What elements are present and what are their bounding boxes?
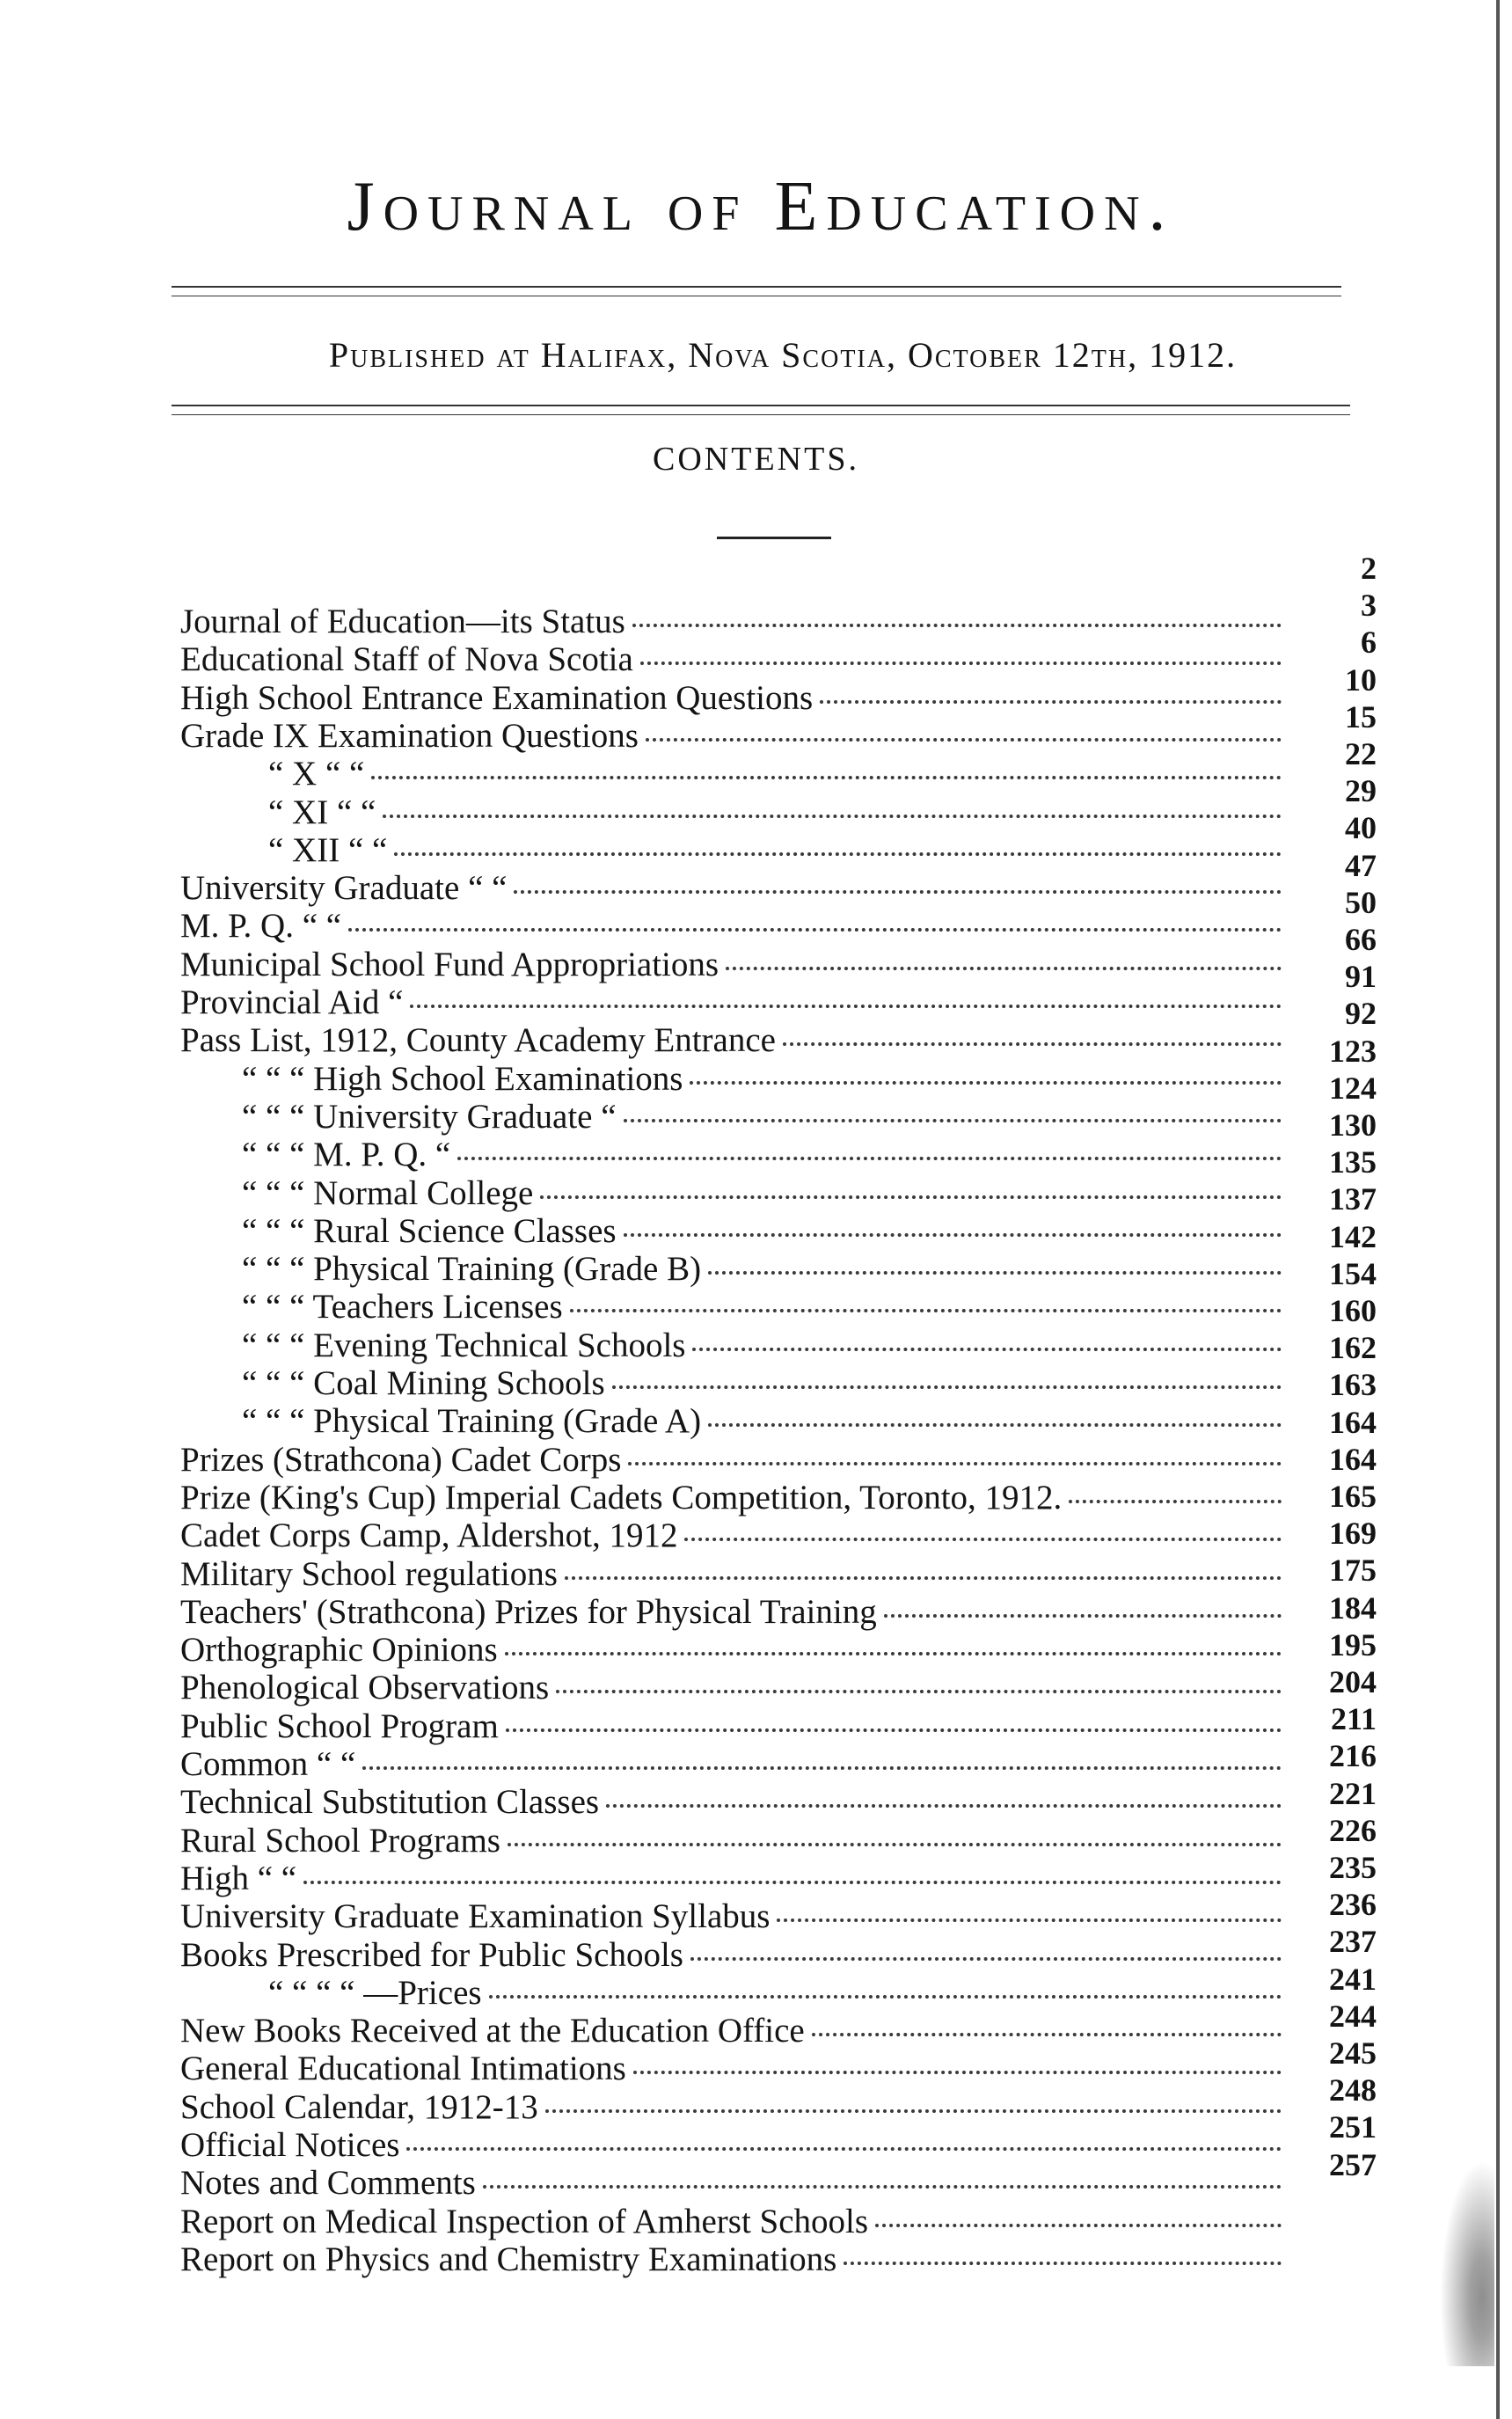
page-number: 6 xyxy=(1361,625,1377,661)
toc-entry xyxy=(180,1631,1289,1670)
toc-entry xyxy=(180,1364,1289,1403)
toc-entry-title: Report on Medical Inspection of Amherst Schools xyxy=(180,2202,869,2240)
toc-entry-title: “ “ “ M. P. Q. “ xyxy=(242,1136,451,1174)
toc-entry xyxy=(180,755,1289,793)
toc-entry xyxy=(180,1897,1289,1936)
publine-rule-bottom xyxy=(172,414,1350,415)
toc-entry-title: “ “ “ Normal College xyxy=(242,1173,534,1212)
toc-entry-title: Teachers' (Strathcona) Prizes for Physical Training xyxy=(180,1592,877,1631)
toc-entry xyxy=(180,2126,1289,2165)
toc-entry xyxy=(180,831,1289,870)
dot-leader xyxy=(884,1607,1282,1618)
dot-leader xyxy=(646,731,1282,742)
toc-entry xyxy=(180,869,1289,908)
page-number: 154 xyxy=(1329,1255,1377,1291)
journal-title: Journal of Education. xyxy=(347,168,1175,245)
page-number: 137 xyxy=(1329,1181,1377,1217)
toc-entry xyxy=(180,1402,1289,1441)
page-number: 237 xyxy=(1329,1924,1377,1960)
toc-entry-title: University Graduate Examination Syllabus xyxy=(180,1897,771,1936)
toc-entry-title: “ XI “ “ xyxy=(268,793,376,831)
toc-entry-title: Official Notices xyxy=(180,2126,400,2164)
dot-leader xyxy=(708,1264,1282,1275)
page-number: 91 xyxy=(1345,959,1377,995)
toc-entry-title: “ “ “ High School Examinations xyxy=(242,1059,683,1098)
toc-entry xyxy=(180,2240,1289,2279)
publication-line: Published at Halifax, Nova Scotia, October 12th, 1912. xyxy=(328,335,1238,375)
toc-entry xyxy=(180,640,1289,679)
toc-entry xyxy=(180,2050,1289,2088)
page-number: 2 xyxy=(1361,551,1377,586)
toc-entry-title: Books Prescribed for Public Schools xyxy=(180,1935,683,1974)
dot-leader xyxy=(640,654,1282,665)
dot-leader xyxy=(632,617,1282,627)
toc-entry xyxy=(180,2164,1289,2203)
page-number: 92 xyxy=(1345,996,1377,1032)
toc-entry-title: “ “ “ “ —Prices xyxy=(268,1973,482,2012)
dot-leader xyxy=(783,1035,1282,1046)
toc-entry xyxy=(180,679,1289,718)
page-number: 3 xyxy=(1361,588,1377,624)
toc-entry-title: Pass List, 1912, County Academy Entrance xyxy=(180,1021,776,1060)
page-number: 236 xyxy=(1329,1887,1377,1923)
toc-entry xyxy=(180,1060,1289,1099)
toc-entry-title: Journal of Education—its Status xyxy=(180,603,625,640)
toc-entry xyxy=(180,1593,1289,1632)
toc-entry-title: New Books Received at the Education Office xyxy=(180,2012,805,2050)
heading-rule xyxy=(717,537,831,539)
page-number: 47 xyxy=(1345,847,1377,883)
page-number: 195 xyxy=(1329,1626,1377,1663)
toc-entry-title: Common “ “ xyxy=(180,1745,356,1783)
toc-entry xyxy=(180,983,1289,1022)
toc-entry-title: Prizes (Strathcona) Cadet Corps xyxy=(180,1440,622,1479)
page-number: 175 xyxy=(1329,1553,1377,1589)
page-number: 130 xyxy=(1329,1107,1377,1143)
toc-entry-title: M. P. Q. “ “ xyxy=(180,907,342,946)
page-number: 211 xyxy=(1330,1701,1377,1737)
page-number: 162 xyxy=(1329,1330,1377,1366)
page-number: 248 xyxy=(1329,2072,1377,2108)
dot-leader xyxy=(777,1911,1282,1922)
dot-leader xyxy=(383,808,1282,818)
page-number: 163 xyxy=(1329,1367,1377,1403)
toc-entry xyxy=(180,717,1289,756)
toc-entry xyxy=(180,1136,1289,1174)
toc-entry xyxy=(180,1974,1289,2013)
toc-entry xyxy=(180,1288,1289,1326)
dot-leader xyxy=(508,1836,1282,1846)
dot-leader xyxy=(556,1683,1282,1693)
toc-entry-title: Prize (King's Cup) Imperial Cadets Competition, Toronto, 1912. xyxy=(180,1478,1063,1516)
page-number: 235 xyxy=(1329,1850,1377,1885)
toc-entry-title: School Calendar, 1912-13 xyxy=(180,2087,538,2126)
dot-leader xyxy=(628,1455,1282,1465)
toc-entry xyxy=(180,1021,1289,1060)
scan-edge xyxy=(1496,0,1500,2419)
page-number: 22 xyxy=(1345,736,1377,771)
toc-entry-title: Public School Program xyxy=(180,1706,499,1745)
page-number: 165 xyxy=(1329,1479,1377,1514)
toc-entry-title: “ “ “ Evening Technical Schools xyxy=(242,1326,686,1364)
dot-leader xyxy=(565,1569,1282,1580)
publine-rule-top xyxy=(172,405,1350,406)
toc-entry-title: Notes and Comments xyxy=(180,2164,476,2203)
toc-entry xyxy=(180,946,1289,984)
toc-entry-title: “ XII “ “ xyxy=(268,830,388,869)
toc-entry xyxy=(180,1326,1289,1365)
dot-leader xyxy=(875,2217,1282,2227)
toc-entry xyxy=(180,1669,1289,1707)
toc-entry-title: High “ “ xyxy=(180,1859,297,1897)
contents-heading: CONTENTS. xyxy=(653,441,859,478)
toc-entry xyxy=(180,2088,1289,2127)
scan-smudge xyxy=(1433,2138,1494,2366)
dot-leader xyxy=(406,2140,1282,2151)
toc-entry-title: Orthographic Opinions xyxy=(180,1631,498,1670)
toc-entry-title: High School Entrance Examination Questions xyxy=(180,678,814,717)
dot-leader xyxy=(690,1074,1282,1085)
toc-entry-title: “ X “ “ xyxy=(268,755,365,793)
toc-entry xyxy=(180,1555,1289,1594)
dot-leader xyxy=(633,2064,1282,2074)
page-number: 169 xyxy=(1329,1516,1377,1552)
toc-entry xyxy=(180,907,1289,946)
toc-entry xyxy=(180,1212,1289,1251)
page-number: 15 xyxy=(1345,698,1377,734)
toc-entry-title: Municipal School Fund Appropriations xyxy=(180,945,719,983)
dot-leader xyxy=(483,2178,1282,2189)
dot-leader xyxy=(505,1645,1282,1655)
dot-leader xyxy=(457,1150,1282,1160)
page-number: 251 xyxy=(1329,2109,1377,2145)
dot-leader xyxy=(489,1988,1282,1999)
toc-entry xyxy=(180,1479,1289,1517)
toc-entry xyxy=(180,2203,1289,2241)
toc-entry xyxy=(180,1516,1289,1555)
toc-entry xyxy=(180,1745,1289,1784)
page-number: 40 xyxy=(1345,810,1377,846)
toc-entry-title: Rural School Programs xyxy=(180,1821,500,1860)
toc-entry-title: Report on Physics and Chemistry Examinations xyxy=(180,2240,837,2278)
dot-leader xyxy=(726,960,1282,970)
page-number: 66 xyxy=(1345,922,1377,957)
toc-entry xyxy=(180,1441,1289,1480)
page-number: 164 xyxy=(1329,1404,1377,1440)
dot-leader xyxy=(820,693,1282,704)
toc-entry-title: “ “ “ Physical Training (Grade A) xyxy=(242,1402,702,1441)
dot-leader xyxy=(612,1378,1282,1389)
page-number: 123 xyxy=(1329,1033,1377,1069)
toc-entry-title: “ “ “ Physical Training (Grade B) xyxy=(242,1250,702,1289)
toc-entry-title: University Graduate “ “ xyxy=(180,869,508,908)
page-number: 50 xyxy=(1345,884,1377,920)
dot-leader xyxy=(1069,1493,1282,1503)
page-number: 221 xyxy=(1329,1775,1377,1811)
dot-leader xyxy=(545,2102,1282,2113)
toc-entry-title: Cadet Corps Camp, Aldershot, 1912 xyxy=(180,1516,678,1555)
toc-entry-title: Provincial Aid “ xyxy=(180,983,404,1021)
dot-leader xyxy=(514,883,1282,894)
page-number: 216 xyxy=(1329,1738,1377,1774)
page-number: 204 xyxy=(1329,1664,1377,1699)
dot-leader xyxy=(540,1188,1282,1199)
page-number: 184 xyxy=(1329,1590,1377,1626)
dot-leader xyxy=(844,2255,1282,2265)
dot-leader xyxy=(624,1112,1282,1122)
dot-leader xyxy=(394,845,1282,856)
toc-entry xyxy=(180,1783,1289,1822)
toc-entry xyxy=(180,603,1289,641)
page-number: 124 xyxy=(1329,1070,1377,1106)
toc-entry-title: Grade IX Examination Questions xyxy=(180,716,639,755)
toc-entry-title: Military School regulations xyxy=(180,1554,558,1593)
toc-entry xyxy=(180,1822,1289,1860)
toc-entry xyxy=(180,1860,1289,1898)
page-number: 29 xyxy=(1345,773,1377,809)
dot-leader xyxy=(692,1341,1282,1351)
toc-entry-title: “ “ “ University Graduate “ xyxy=(242,1097,617,1136)
toc-entry xyxy=(180,1936,1289,1975)
page-number: 244 xyxy=(1329,1998,1377,2034)
page-number: 10 xyxy=(1345,661,1377,698)
toc-entry xyxy=(180,2012,1289,2050)
page-number: 257 xyxy=(1329,2146,1377,2182)
dot-leader xyxy=(506,1721,1282,1732)
dot-leader xyxy=(410,998,1282,1008)
toc-entry-title: “ “ “ Coal Mining Schools xyxy=(242,1364,605,1402)
toc-entry-title: Technical Substitution Classes xyxy=(180,1783,600,1822)
page-number: 245 xyxy=(1329,2035,1377,2071)
page-number: 160 xyxy=(1329,1293,1377,1328)
toc-entry-title: General Educational Intimations xyxy=(180,2050,626,2088)
toc-entry xyxy=(180,1174,1289,1213)
toc-entry-title: Educational Staff of Nova Scotia xyxy=(180,640,633,679)
page-number: 164 xyxy=(1329,1441,1377,1477)
dot-leader xyxy=(690,1950,1282,1961)
toc-entry xyxy=(180,1707,1289,1746)
toc-entry xyxy=(180,793,1289,832)
toc-entry-title: “ “ “ Rural Science Classes xyxy=(242,1211,617,1250)
toc-entry xyxy=(180,1098,1289,1136)
toc-entry xyxy=(180,1250,1289,1289)
dot-leader xyxy=(348,921,1282,932)
page-number: 135 xyxy=(1329,1144,1377,1180)
dot-leader xyxy=(371,769,1282,779)
page-number: 226 xyxy=(1329,1812,1377,1848)
toc-entry-title: “ “ “ Teachers Licenses xyxy=(242,1288,563,1326)
dot-leader xyxy=(570,1302,1282,1312)
dot-leader xyxy=(303,1874,1282,1884)
dot-leader xyxy=(708,1416,1282,1427)
page-number: 142 xyxy=(1329,1218,1377,1254)
dot-leader xyxy=(606,1797,1282,1808)
page-number: 241 xyxy=(1329,1961,1377,1997)
toc-entry-title: Phenological Observations xyxy=(180,1669,550,1707)
dot-leader xyxy=(362,1759,1282,1770)
dot-leader xyxy=(624,1226,1282,1237)
dot-leader xyxy=(812,2026,1282,2036)
dot-leader xyxy=(684,1531,1282,1541)
title-rule-top xyxy=(172,286,1341,288)
